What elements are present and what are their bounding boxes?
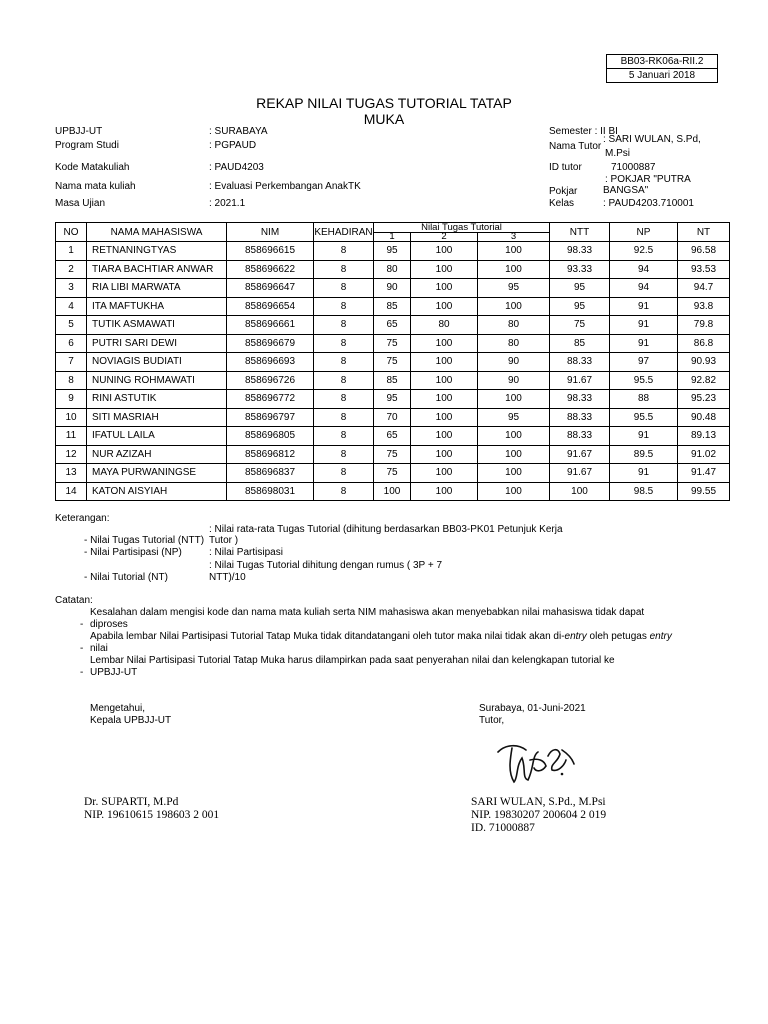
cell-nama: NUNING ROHMAWATI — [87, 371, 227, 390]
table-row — [56, 408, 730, 427]
cell-t3: 100 — [478, 427, 550, 446]
cell-t3: 90 — [478, 353, 550, 372]
cell-ntt: 91.67 — [550, 464, 610, 483]
cell-nt: 79.8 — [678, 316, 730, 335]
document-code: BB03-RK06a-RII.2 — [620, 56, 704, 67]
info-prodi-value: : PGPAUD — [209, 140, 257, 151]
cell-np: 91 — [610, 297, 678, 316]
cell-t2: 100 — [411, 390, 478, 409]
cell-nama: ITA MAFTUKHA — [87, 297, 227, 316]
cell-t1: 65 — [374, 316, 411, 335]
cell-nim: 858696772 — [227, 390, 314, 409]
cell-np: 98.5 — [610, 482, 678, 501]
cell-nama: NUR AZIZAH — [87, 445, 227, 464]
cell-ntt: 85 — [550, 334, 610, 353]
cell-t3: 100 — [478, 482, 550, 501]
catatan-item-1: Kesalahan dalam mengisi kode dan nama mata kuliah serta NIM mahasiswa akan menyebabkan nilai mahasiswa tidak dapat — [90, 607, 645, 618]
cell-nama: RINI ASTUTIK — [87, 390, 227, 409]
header-tugas-2: 2 — [411, 233, 478, 242]
cell-nt: 93.53 — [678, 260, 730, 279]
cell-nt: 96.58 — [678, 242, 730, 261]
cell-np: 88 — [610, 390, 678, 409]
np-description: : Nilai Partisipasi — [209, 547, 283, 558]
cell-ntt: 91.67 — [550, 445, 610, 464]
cell-t2: 100 — [411, 353, 478, 372]
catatan-item-2-italic1: entry — [564, 631, 587, 642]
cell-no: 7 — [56, 353, 87, 372]
cell-nim: 858696679 — [227, 334, 314, 353]
cell-nt: 91.02 — [678, 445, 730, 464]
cell-np: 91 — [610, 464, 678, 483]
info-tutor-label: Nama Tutor — [549, 141, 602, 152]
info-tutor-value-2: M.Psi — [605, 148, 630, 159]
table-row — [56, 482, 730, 501]
cell-hadir: 8 — [314, 482, 374, 501]
place-date: Surabaya, 01-Juni-2021 — [479, 703, 586, 714]
cell-ntt: 98.33 — [550, 390, 610, 409]
cell-nim: 858696797 — [227, 408, 314, 427]
cell-t1: 95 — [374, 390, 411, 409]
cell-nama: SITI MASRIAH — [87, 408, 227, 427]
cell-nt: 90.48 — [678, 408, 730, 427]
cell-nim: 858696615 — [227, 242, 314, 261]
cell-t2: 100 — [411, 297, 478, 316]
cell-t3: 100 — [478, 390, 550, 409]
cell-t1: 85 — [374, 297, 411, 316]
cell-t2: 100 — [411, 242, 478, 261]
info-idtutor-label: ID tutor — [549, 162, 582, 173]
info-prodi-label: Program Studi — [55, 140, 119, 151]
table-row — [56, 316, 730, 335]
cell-nt: 93.8 — [678, 297, 730, 316]
cell-nt: 89.13 — [678, 427, 730, 446]
cell-t3: 100 — [478, 445, 550, 464]
cell-no: 3 — [56, 279, 87, 298]
table-row — [56, 353, 730, 372]
table-row — [56, 427, 730, 446]
cell-t1: 85 — [374, 371, 411, 390]
nt-label: - Nilai Tutorial (NT) — [84, 572, 168, 583]
catatan-item-2 — [90, 631, 672, 642]
cell-nim: 858696647 — [227, 279, 314, 298]
info-tutor-value: : SARI WULAN, S.Pd, — [603, 134, 701, 145]
tutor-nip: NIP. 19830207 200604 2 019 — [471, 809, 607, 821]
table-row — [56, 260, 730, 279]
cell-no: 6 — [56, 334, 87, 353]
cell-nim: 858696693 — [227, 353, 314, 372]
cell-nama: TIARA BACHTIAR ANWAR — [87, 260, 227, 279]
info-kode-label: Kode Matakuliah — [55, 162, 130, 173]
table-row — [56, 279, 730, 298]
cell-hadir: 8 — [314, 242, 374, 261]
cell-nt: 92.82 — [678, 371, 730, 390]
cell-no: 9 — [56, 390, 87, 409]
cell-t2: 100 — [411, 464, 478, 483]
cell-np: 95.5 — [610, 408, 678, 427]
tutor-label: Tutor, — [479, 715, 505, 726]
info-masa-label: Masa Ujian — [55, 198, 106, 209]
cell-t2: 100 — [411, 260, 478, 279]
cell-nim: 858696622 — [227, 260, 314, 279]
cell-no: 10 — [56, 408, 87, 427]
info-kode-value: : PAUD4203 — [209, 162, 264, 173]
tutor-name: SARI WULAN, S.Pd., M.Psi — [471, 796, 606, 808]
cell-hadir: 8 — [314, 316, 374, 335]
cell-no: 14 — [56, 482, 87, 501]
info-semester: Semester : II BI — [549, 126, 618, 137]
cell-np: 94 — [610, 260, 678, 279]
cell-t3: 100 — [478, 464, 550, 483]
catatan-item-3-cont: UPBJJ-UT — [90, 667, 138, 678]
cell-t1: 95 — [374, 242, 411, 261]
cell-np: 94 — [610, 279, 678, 298]
cell-nama: RIA LIBI MARWATA — [87, 279, 227, 298]
cell-t1: 90 — [374, 279, 411, 298]
header-np: NP — [610, 223, 678, 242]
cell-t2: 100 — [411, 427, 478, 446]
cell-t2: 100 — [411, 482, 478, 501]
cell-ntt: 93.33 — [550, 260, 610, 279]
document-date: 5 Januari 2018 — [607, 68, 717, 82]
cell-np: 92.5 — [610, 242, 678, 261]
info-matkul-label: Nama mata kuliah — [55, 181, 136, 192]
cell-t2: 100 — [411, 371, 478, 390]
cell-nt: 94.7 — [678, 279, 730, 298]
cell-ntt: 98.33 — [550, 242, 610, 261]
cell-nim: 858696812 — [227, 445, 314, 464]
cell-ntt: 95 — [550, 297, 610, 316]
keterangan-heading: Keterangan: — [55, 513, 110, 524]
catatan-dash-2: - — [80, 643, 84, 654]
cell-t3: 90 — [478, 371, 550, 390]
info-pokjar-label: Pokjar — [549, 186, 578, 197]
header-ntt: NTT — [550, 223, 610, 242]
header-nilai-tugas: Nilai Tugas Tutorial — [374, 223, 550, 233]
info-kelas-value: : PAUD4203.710001 — [603, 198, 694, 209]
cell-hadir: 8 — [314, 445, 374, 464]
catatan-dash-1: - — [80, 619, 84, 630]
cell-t2: 100 — [411, 279, 478, 298]
kepala-label: Kepala UPBJJ-UT — [90, 715, 172, 726]
cell-t3: 100 — [478, 297, 550, 316]
cell-ntt: 88.33 — [550, 427, 610, 446]
cell-t1: 75 — [374, 334, 411, 353]
cell-t3: 100 — [478, 242, 550, 261]
cell-hadir: 8 — [314, 464, 374, 483]
table-row — [56, 464, 730, 483]
kepala-name: Dr. SUPARTI, M.Pd — [84, 796, 179, 808]
ntt-description-2: Tutor ) — [209, 535, 239, 546]
cell-no: 4 — [56, 297, 87, 316]
cell-t1: 75 — [374, 464, 411, 483]
cell-t3: 95 — [478, 279, 550, 298]
cell-t1: 70 — [374, 408, 411, 427]
cell-nama: IFATUL LAILA — [87, 427, 227, 446]
cell-no: 5 — [56, 316, 87, 335]
cell-t3: 80 — [478, 316, 550, 335]
header-tugas-3: 3 — [478, 233, 550, 242]
cell-t2: 100 — [411, 445, 478, 464]
catatan-dash-3: - — [80, 667, 84, 678]
cell-np: 91 — [610, 316, 678, 335]
cell-nim: 858698031 — [227, 482, 314, 501]
catatan-item-2-part1: Apabila lembar Nilai Partisipasi Tutorial Tatap Muka tidak ditandatangani oleh tutor maka nilai tidak akan di- — [90, 631, 565, 642]
table-row — [56, 242, 730, 261]
ntt-description: : Nilai rata-rata Tugas Tutorial (dihitung berdasarkan BB03-PK01 Petunjuk Kerja — [209, 524, 563, 535]
info-upbjj-label: UPBJJ-UT — [55, 126, 103, 137]
info-upbjj-value: : SURABAYA — [209, 126, 268, 137]
cell-nt: 99.55 — [678, 482, 730, 501]
header-nim: NIM — [227, 223, 314, 242]
cell-no: 8 — [56, 371, 87, 390]
page-title-line2: MUKA — [363, 111, 405, 127]
cell-ntt: 75 — [550, 316, 610, 335]
header-kehadiran: KEHADIRAN — [314, 223, 374, 242]
cell-ntt: 88.33 — [550, 408, 610, 427]
cell-nim: 858696805 — [227, 427, 314, 446]
cell-hadir: 8 — [314, 297, 374, 316]
cell-hadir: 8 — [314, 353, 374, 372]
cell-nim: 858696654 — [227, 297, 314, 316]
tutor-signature — [492, 738, 582, 788]
cell-t1: 65 — [374, 427, 411, 446]
catatan-item-1-cont: diproses — [90, 619, 128, 630]
table-row — [56, 334, 730, 353]
cell-hadir: 8 — [314, 334, 374, 353]
cell-nama: NOVIAGIS BUDIATI — [87, 353, 227, 372]
header-tugas-1: 1 — [374, 233, 411, 242]
nt-description: : Nilai Tugas Tutorial dihitung dengan rumus ( 3P + 7 — [209, 560, 443, 571]
cell-t1: 75 — [374, 445, 411, 464]
cell-t1: 75 — [374, 353, 411, 372]
catatan-item-2-cont: nilai — [90, 643, 108, 654]
cell-no: 1 — [56, 242, 87, 261]
ntt-label: - Nilai Tugas Tutorial (NTT) — [84, 535, 205, 546]
cell-t1: 100 — [374, 482, 411, 501]
catatan-heading: Catatan: — [55, 595, 93, 606]
cell-np: 91 — [610, 334, 678, 353]
cell-hadir: 8 — [314, 408, 374, 427]
catatan-item-2-part2: oleh petugas — [586, 631, 650, 642]
header-nama: NAMA MAHASISWA — [87, 223, 227, 242]
np-label: - Nilai Partisipasi (NP) — [84, 547, 182, 558]
cell-nama: KATON AISYIAH — [87, 482, 227, 501]
cell-nama: PUTRI SARI DEWI — [87, 334, 227, 353]
cell-hadir: 8 — [314, 371, 374, 390]
kepala-nip: NIP. 19610615 198603 2 001 — [84, 809, 220, 821]
page-title: REKAP NILAI TUGAS TUTORIAL TATAP — [256, 95, 512, 111]
cell-hadir: 8 — [314, 279, 374, 298]
nt-description-2: NTT)/10 — [209, 572, 246, 583]
cell-no: 13 — [56, 464, 87, 483]
info-pokjar-value-2: BANGSA" — [603, 185, 649, 196]
cell-t3: 95 — [478, 408, 550, 427]
document-code-box — [606, 54, 718, 83]
cell-nama: MAYA PURWANINGSE — [87, 464, 227, 483]
cell-t2: 80 — [411, 316, 478, 335]
cell-hadir: 8 — [314, 260, 374, 279]
cell-ntt: 91.67 — [550, 371, 610, 390]
table-row — [56, 371, 730, 390]
cell-nama: RETNANINGTYAS — [87, 242, 227, 261]
cell-ntt: 88.33 — [550, 353, 610, 372]
cell-no: 11 — [56, 427, 87, 446]
cell-nama: TUTIK ASMAWATI — [87, 316, 227, 335]
info-masa-value: : 2021.1 — [209, 198, 246, 209]
header-nt: NT — [678, 223, 730, 242]
cell-ntt: 95 — [550, 279, 610, 298]
cell-t3: 80 — [478, 334, 550, 353]
cell-nt: 86.8 — [678, 334, 730, 353]
mengetahui-label: Mengetahui, — [90, 703, 146, 714]
table-row — [56, 390, 730, 409]
grades-table — [55, 222, 730, 501]
cell-no: 2 — [56, 260, 87, 279]
catatan-item-3: Lembar Nilai Partisipasi Tutorial Tatap Muka harus dilampirkan pada saat penyerahan nilai dan kelengkapan tutorial ke — [90, 655, 615, 666]
header-no: NO — [56, 223, 87, 242]
cell-t1: 80 — [374, 260, 411, 279]
tutor-id: ID. 71000887 — [471, 822, 535, 834]
catatan-item-2-italic2: entry — [649, 631, 672, 642]
cell-nim: 858696837 — [227, 464, 314, 483]
table-row — [56, 297, 730, 316]
cell-hadir: 8 — [314, 390, 374, 409]
info-kelas-label: Kelas — [549, 198, 575, 209]
info-idtutor-value: 71000887 — [611, 162, 656, 173]
info-matkul-value: : Evaluasi Perkembangan AnakTK — [209, 181, 361, 192]
cell-t2: 100 — [411, 334, 478, 353]
cell-no: 12 — [56, 445, 87, 464]
cell-nim: 858696661 — [227, 316, 314, 335]
cell-t2: 100 — [411, 408, 478, 427]
cell-nt: 95.23 — [678, 390, 730, 409]
cell-nt: 90.93 — [678, 353, 730, 372]
cell-np: 95.5 — [610, 371, 678, 390]
cell-hadir: 8 — [314, 427, 374, 446]
table-row — [56, 445, 730, 464]
cell-nt: 91.47 — [678, 464, 730, 483]
cell-t3: 100 — [478, 260, 550, 279]
cell-nim: 858696726 — [227, 371, 314, 390]
cell-np: 91 — [610, 427, 678, 446]
info-pokjar-value: : POKJAR "PUTRA — [605, 174, 691, 185]
cell-np: 97 — [610, 353, 678, 372]
cell-np: 89.5 — [610, 445, 678, 464]
cell-ntt: 100 — [550, 482, 610, 501]
